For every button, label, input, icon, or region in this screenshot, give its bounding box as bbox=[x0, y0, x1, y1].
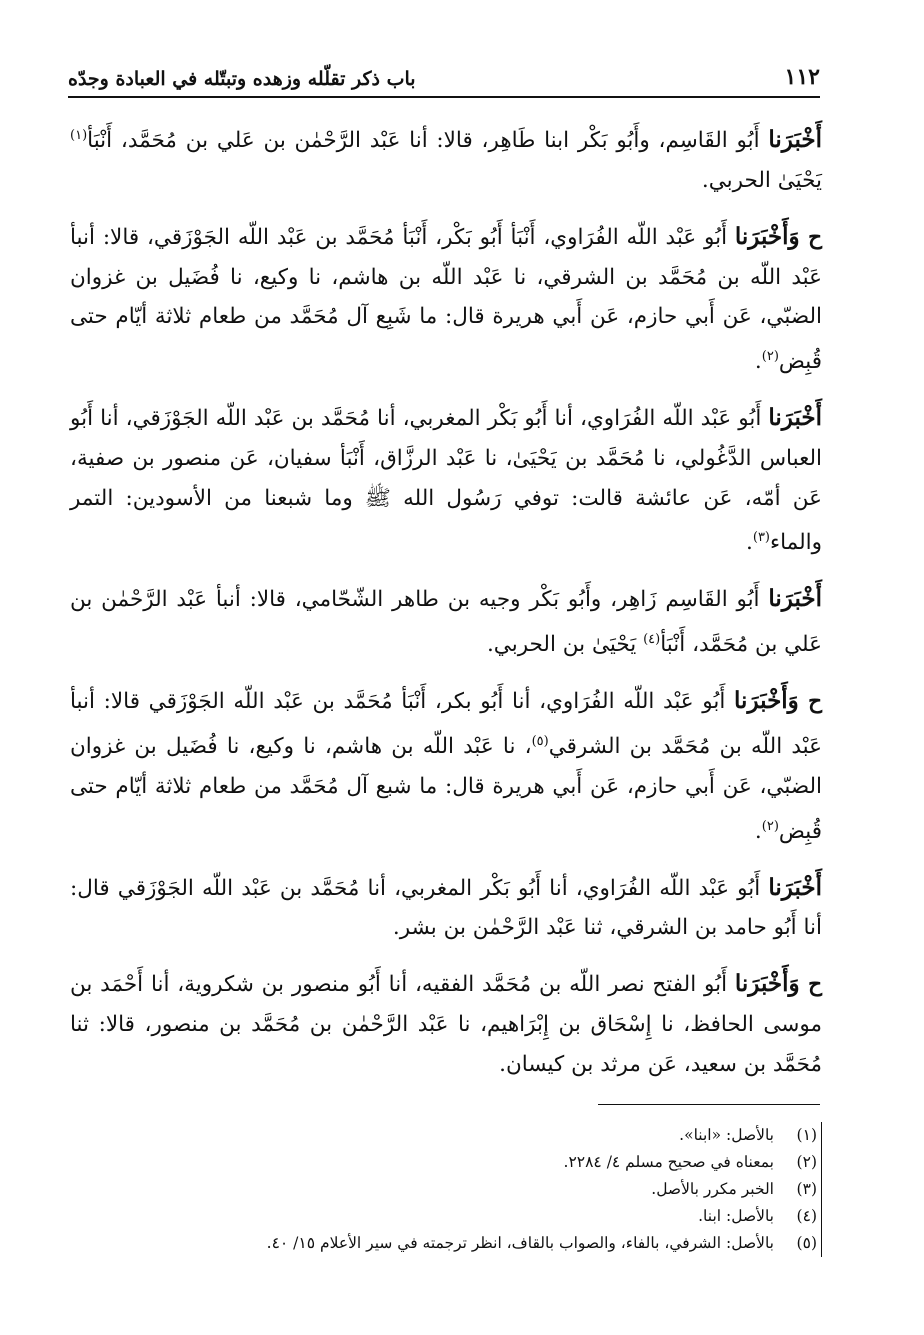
paragraph-text: أَبُو القَاسِم زَاهِر، وأَبُو بَكْر وجيه بن طاهر الشّحّامي، قالا: أنبأ عَبْد الرَّحْمٰن بن عَلي بن مُحَمَّد، أَنْبَأ bbox=[70, 587, 822, 658]
paragraph-text-end: . bbox=[754, 818, 762, 844]
footnote-mark-2: (٢) bbox=[761, 818, 779, 834]
footnote-number: (٥) bbox=[780, 1230, 822, 1257]
paragraph-5 bbox=[70, 681, 822, 852]
paragraph-4 bbox=[70, 579, 822, 665]
paragraph-text: أَبُو عَبْد اللّه الفُرَاوي، أنا أَبُو بَكْر المغربي، أنا مُحَمَّد بن عَبْد اللّه الجَوْزَقي قال: أنا أَبُو حامد بن الشرقي، ثنا عَبْد الرَّحْمٰن بن بشر. bbox=[70, 875, 822, 941]
lead-word: وَأَخْبَرَنا bbox=[734, 970, 800, 998]
lead-word: وَأَخْبَرَنا bbox=[734, 687, 799, 715]
footnote-divider bbox=[598, 1104, 820, 1105]
footnote-mark: (١) bbox=[70, 128, 88, 143]
footnote-text: بالأصل: ابنا. bbox=[698, 1207, 774, 1225]
ha-marker: ح bbox=[799, 972, 822, 998]
paragraph-3 bbox=[70, 398, 822, 563]
paragraph-text: أَبُو عَبْد اللّه الفُرَاوي، أنا أَبُو بَكْر المغربي، أنا مُحَمَّد بن عَبْد اللّه الجَوْزَقي، أنا أَبُو العباس الدَّغُولي، نا مُحَمَّد بن يَحْيَىٰ، نا عَبْد الرزَّاق، أَنْبَأ سفيان، عَن منصور بن صفية، عَن أمّه، عَن عائشة قالت: توفي رَسُول الله ﷺ وما شبعنا من الأسودين: التمر والماء bbox=[70, 406, 823, 556]
paragraph-text: أَبُو عَبْد اللّه الفُرَاوي، أَنْبَأ أَبُو بَكْر، أَنْبَأ مُحَمَّد بن عَبْد اللّه الجَوْزَقي، قالا: أنبأ عَبْد اللّه بن مُحَمَّد بن الشرقي، نا عَبْد اللّه بن هاشم، نا وكيع، نا فُضَيل بن غزوان الضبّي، عَن أَبي حازم، عَن أَبي هريرة قال: ما شَبِع آل مُحَمَّد من طعام ثلاثة أيّام حتى قُبِض bbox=[70, 224, 822, 375]
paragraph-text-end: . bbox=[754, 349, 762, 375]
lead-word: وَأَخْبَرَنا bbox=[734, 222, 800, 250]
footnote-item bbox=[70, 1203, 822, 1230]
footnotes bbox=[70, 1122, 822, 1257]
footnote-mark: (٢) bbox=[761, 349, 779, 365]
footnote-item bbox=[70, 1230, 822, 1257]
page-header bbox=[68, 58, 820, 98]
footnote-item bbox=[70, 1149, 822, 1176]
footnote-number: (٤) bbox=[780, 1203, 822, 1230]
lead-word: أَخْبَرَنا bbox=[768, 126, 822, 154]
paragraph-text-end: . bbox=[746, 530, 753, 556]
paragraph-text: أَبُو القَاسِم، وأَبُو بَكْر ابنا طَاهِر، قالا: أنا عَبْد الرَّحْمٰن بن عَلي بن مُحَمَّد، أَنْبَأ bbox=[87, 128, 769, 154]
footnote-text: بالأصل: الشرفي، بالفاء، والصواب بالقاف، انظر ترجمته في سير الأعلام ١٥/ ٤٠. bbox=[266, 1234, 774, 1252]
ha-marker: ح bbox=[798, 689, 822, 715]
paragraph-text-end: يَحْيَىٰ بن الحربي. bbox=[486, 632, 644, 658]
footnote-mark: (٤) bbox=[643, 632, 661, 648]
page-number: ١١٢ bbox=[784, 64, 820, 90]
footnote-mark: (٣) bbox=[752, 530, 770, 546]
main-text bbox=[70, 116, 822, 1101]
footnote-number: (١) bbox=[780, 1122, 822, 1149]
footnote-text: بمعناه في صحيح مسلم ٤/ ٢٢٨٤. bbox=[563, 1153, 774, 1171]
footnote-mark: (٥) bbox=[531, 733, 549, 749]
footnote-text: بالأصل: «ابنا». bbox=[679, 1126, 774, 1144]
footnote-number: (٢) bbox=[780, 1149, 822, 1176]
paragraph-1 bbox=[70, 116, 822, 201]
lead-word: أَخْبَرَنا bbox=[768, 404, 822, 432]
running-title: باب ذكر تقلّله وزهده وتبتّله في العبادة وجدّه bbox=[68, 68, 416, 90]
footnote-number: (٣) bbox=[780, 1176, 822, 1203]
lead-word: أَخْبَرَنا bbox=[768, 585, 822, 613]
paragraph-6 bbox=[70, 868, 822, 949]
ha-marker: ح bbox=[799, 224, 822, 250]
lead-word: أَخْبَرَنا bbox=[768, 873, 822, 901]
footnote-text: الخبر مكرر بالأصل. bbox=[651, 1180, 774, 1198]
paragraph-2 bbox=[70, 217, 822, 382]
paragraph-text-end: يَحْيَىٰ الحربي. bbox=[701, 167, 822, 193]
footnote-item bbox=[70, 1176, 822, 1203]
footnote-item bbox=[70, 1122, 822, 1149]
paragraph-text: أَبُو عَبْد اللّه الفُرَاوي، أنا أَبُو بكر، أَنْبَأ مُحَمَّد بن عَبْد اللّه الجَوْزَقي قالا: أنبأ عَبْد اللّه بن مُحَمَّد بن الشرقي bbox=[70, 689, 822, 760]
paragraph-text: أَبُو الفتح نصر اللّه بن مُحَمَّد الفقيه، أنا أَبُو منصور بن شكروية، أنا أَحْمَد بن موسى الحافظ، نا إِسْحَاق بن إِبْرَاهيم، نا عَبْد الرَّحْمٰن بن مُحَمَّد بن منصور، قالا: ثنا مُحَمَّد بن سعيد، عَن مرثد بن كيسان. bbox=[70, 972, 822, 1077]
paragraph-text-mid: ، نا عَبْد اللّه بن هاشم، نا وكيع، نا فُضَيل بن غزوان الضبّي، عَن أَبي حازم، عَن أَبي هريرة قال: ما شبع آل مُحَمَّد من طعام ثلاثة أيّام حتى قُبِض bbox=[70, 734, 822, 844]
paragraph-7 bbox=[70, 964, 822, 1084]
